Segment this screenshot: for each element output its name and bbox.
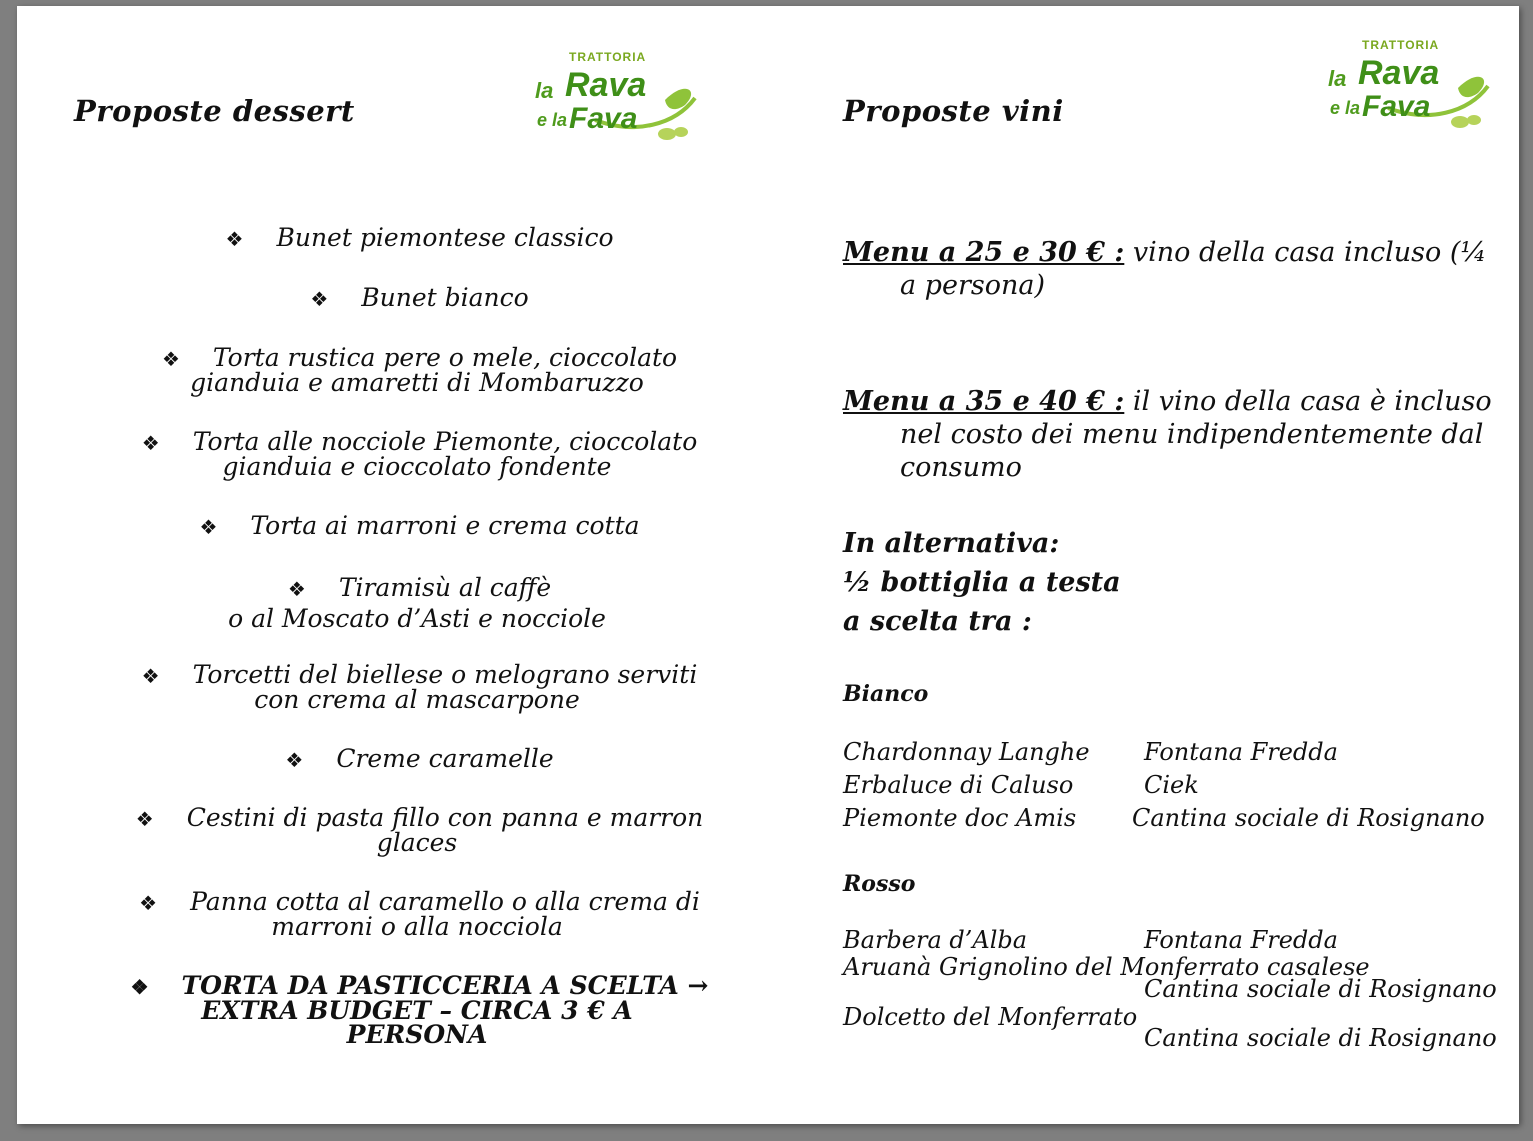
rosso-title: Rosso bbox=[843, 871, 916, 897]
logo-small-text: TRATTORIA bbox=[569, 50, 647, 64]
logo-word: Fava bbox=[569, 102, 638, 135]
diamond-bullet-icon: ❖ bbox=[225, 227, 244, 251]
diamond-bullet-icon: ❖ bbox=[285, 748, 304, 772]
diamond-bullet-icon: ❖ bbox=[161, 347, 180, 371]
wine-name: Barbera d’Alba bbox=[843, 926, 1028, 954]
wine-name: Piemonte doc Amis bbox=[843, 804, 1077, 832]
wine-producer: Cantina sociale di Rosignano bbox=[1144, 1024, 1497, 1052]
logo-small-text: TRATTORIA bbox=[1362, 38, 1440, 52]
diamond-bullet-icon: ❖ bbox=[310, 287, 329, 311]
logo-word: la bbox=[1328, 66, 1347, 91]
list-item: ❖ Torcetti del biellese o melograno serviti con crema al mascarpone bbox=[77, 663, 757, 712]
trattoria-logo-right bbox=[1328, 38, 1498, 148]
list-item: ❖ Bunet piemontese classico bbox=[77, 226, 757, 251]
bianco-title: Bianco bbox=[843, 681, 929, 707]
list-item: ❖ Torta ai marroni e crema cotta bbox=[77, 514, 757, 539]
list-item: ❖ Bunet bianco bbox=[77, 286, 757, 311]
diamond-bullet-icon: ❖ bbox=[287, 577, 306, 601]
list-item: ❖ Cestini di pasta fillo con panna e marron glaces bbox=[77, 806, 757, 855]
list-item: ❖ Torta rustica pere o mele, cioccolato gianduia e amaretti di Mombaruzzo bbox=[77, 346, 757, 395]
list-item: ❖ Creme caramelle bbox=[77, 747, 757, 772]
trattoria-logo-left bbox=[535, 50, 705, 160]
list-item: ❖ Tiramisù al caffè o al Moscato d’Asti e nocciole bbox=[228, 573, 606, 633]
menu-page bbox=[17, 6, 1519, 1124]
menu-label: Menu a 25 e 30 € : bbox=[843, 237, 1125, 268]
list-item: ❖ Panna cotta al caramello o alla crema di marroni o alla nocciola bbox=[77, 890, 757, 939]
wine-producer: Ciek bbox=[1144, 771, 1199, 799]
diamond-bullet-icon: ❖ bbox=[130, 975, 149, 999]
wine-name: Aruanà Grignolino del Monferrato casalese bbox=[843, 953, 1370, 981]
dessert-heading: Proposte dessert bbox=[74, 94, 355, 128]
logo-word: Fava bbox=[1362, 90, 1431, 123]
logo-word: la bbox=[535, 78, 554, 103]
diamond-bullet-icon: ❖ bbox=[199, 515, 218, 539]
menu-25-30-note: Menu a 25 e 30 € : vino della casa incluso (¼ a persona) bbox=[843, 237, 1487, 301]
logo-word: Rava bbox=[1358, 54, 1440, 92]
wine-name: Dolcetto del Monferrato bbox=[843, 1003, 1138, 1031]
wine-producer: Fontana Fredda bbox=[1144, 926, 1338, 954]
wine-heading: Proposte vini bbox=[843, 94, 1064, 128]
list-item: ❖ TORTA DA PASTICCERIA A SCELTA → EXTRA BUDGET – CIRCA 3 € A PERSONA bbox=[77, 974, 757, 1047]
menu-label: Menu a 35 e 40 € : bbox=[843, 386, 1125, 417]
wine-producer: Fontana Fredda bbox=[1144, 738, 1338, 766]
logo-word: e la bbox=[537, 110, 568, 130]
wine-producer: Cantina sociale di Rosignano bbox=[1132, 804, 1485, 832]
logo-word: Rava bbox=[565, 66, 647, 104]
alternative-line: ½ bottiglia a testa bbox=[843, 567, 1121, 598]
diamond-bullet-icon: ❖ bbox=[141, 431, 160, 455]
diamond-bullet-icon: ❖ bbox=[139, 891, 158, 915]
diamond-bullet-icon: ❖ bbox=[141, 664, 160, 688]
logo-word: e la bbox=[1330, 98, 1361, 118]
alternative-line: a scelta tra : bbox=[843, 606, 1032, 637]
alternative-line: In alternativa: bbox=[843, 528, 1060, 559]
wine-name: Erbaluce di Caluso bbox=[843, 771, 1074, 799]
list-item: ❖ Torta alle nocciole Piemonte, cioccolato gianduia e cioccolato fondente bbox=[77, 430, 757, 479]
diamond-bullet-icon: ❖ bbox=[135, 807, 154, 831]
wine-producer: Cantina sociale di Rosignano bbox=[1144, 975, 1497, 1003]
wine-name: Chardonnay Langhe bbox=[843, 738, 1090, 766]
menu-35-40-note: Menu a 35 e 40 € : il vino della casa è incluso nel costo dei menu indipendentemente dal consumo bbox=[843, 386, 1492, 483]
